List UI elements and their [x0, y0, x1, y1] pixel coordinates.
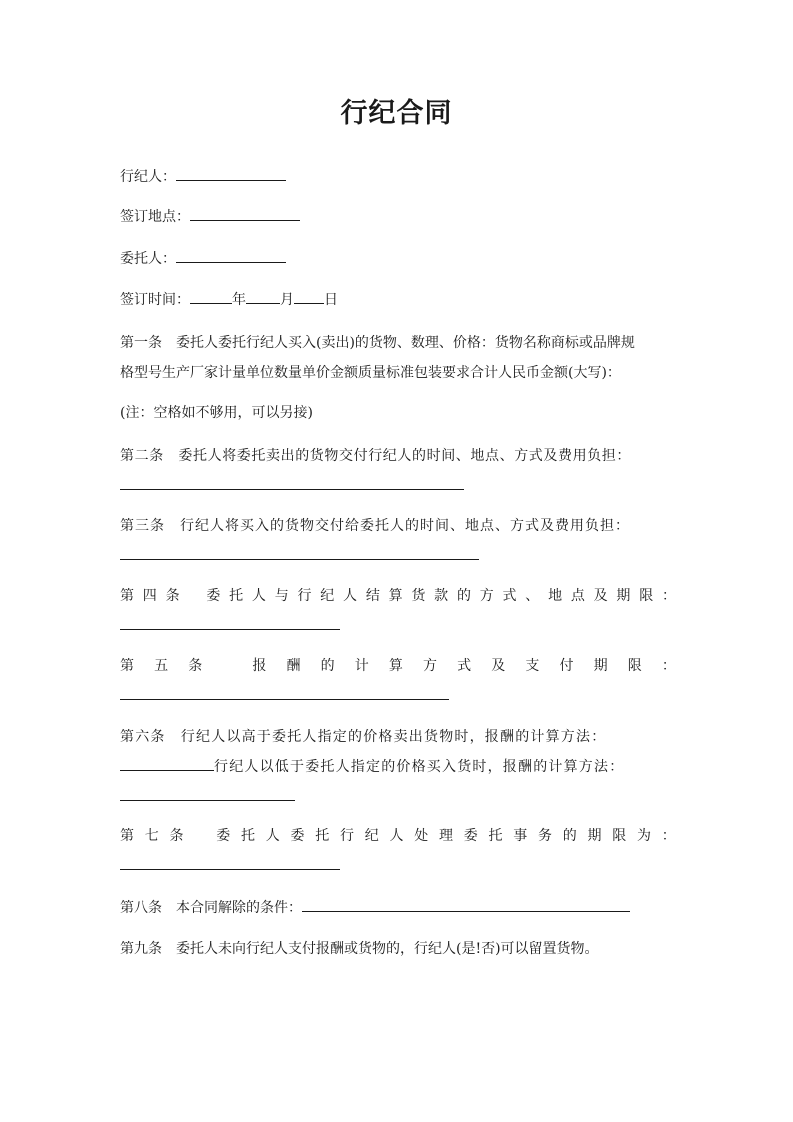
- a7-char: 托: [488, 828, 503, 844]
- article-7-blank: [120, 869, 340, 870]
- article-1-line-2: 格型号生产厂家计量单位数量单价金额质量标准包装要求合计人民币金额(大写)：: [120, 365, 621, 381]
- a5-char: 的: [320, 658, 335, 674]
- a7-char: 限: [612, 828, 627, 844]
- a5-char: 及: [491, 658, 506, 674]
- a7-char: 七: [144, 828, 159, 844]
- article-5: [120, 656, 676, 676]
- article-6-line-2: [120, 757, 676, 777]
- a4-char: 与: [274, 588, 289, 604]
- article-4: [120, 586, 676, 606]
- month-label: 月: [280, 292, 294, 308]
- a4-char: 托: [229, 588, 244, 604]
- year-blank: [190, 290, 232, 304]
- a7-char: 处: [414, 828, 429, 844]
- agent-field: [120, 167, 676, 187]
- a4-char: 结: [365, 588, 380, 604]
- article-8: [120, 898, 676, 918]
- a5-char: 方: [423, 658, 437, 674]
- a5-char: 限: [627, 658, 642, 674]
- article-2-blank: [120, 489, 464, 490]
- article-3-blank: [120, 559, 479, 560]
- a4-char: 行: [297, 588, 312, 604]
- article-2: 第二条 委托人将委托卖出的货物交付行纪人的时间、地点、方式及费用负担：: [120, 448, 631, 464]
- a4-char: 点: [570, 588, 585, 604]
- article-6-line-1: 第六条 行纪人以高于委托人指定的价格卖出货物时，报酬的计算方法：: [120, 729, 607, 745]
- a7-char: 理: [439, 828, 453, 844]
- a4-char: 地: [548, 588, 563, 604]
- a7-char: 委: [216, 828, 231, 844]
- a4-char: 及: [593, 588, 608, 604]
- a7-char: 为: [637, 828, 651, 844]
- sign-place-blank: [190, 207, 300, 221]
- a7-char: 期: [587, 828, 602, 844]
- a4-char: 算: [388, 588, 403, 604]
- a5-char: 条: [188, 658, 203, 674]
- a5-char: 付: [559, 658, 574, 674]
- month-blank: [246, 290, 280, 304]
- article-8-blank: [302, 898, 630, 912]
- a7-char: 的: [562, 828, 577, 844]
- a4-char: 式: [502, 588, 517, 604]
- article-9: 第九条 委托人未向行纪人支付报酬或货物的，行纪人(是!否)可以留置货物。: [120, 941, 599, 957]
- sign-place-label: 签订地点：: [120, 209, 190, 225]
- a7-char: 行: [340, 828, 354, 844]
- a5-char: ：: [661, 658, 676, 674]
- a4-char: 委: [206, 588, 221, 604]
- a4-char: 纪: [320, 588, 335, 604]
- a5-char: 期: [593, 658, 608, 674]
- sign-place-field: [120, 207, 676, 227]
- a4-char: 货: [411, 588, 426, 604]
- note-text: (注：空格如不够用，可以另接): [120, 405, 313, 421]
- sign-time-field: [120, 290, 676, 310]
- article-1-line-1: 第一条 委托人委托行纪人买入(卖出)的货物、数理、价格：货物名称商标或品牌规: [120, 335, 635, 351]
- a7-char: 委: [290, 828, 305, 844]
- a4-char: 第: [120, 588, 134, 604]
- a5-char: 第: [120, 658, 134, 674]
- a4-char: 期: [616, 588, 631, 604]
- article-7: [120, 826, 676, 846]
- a7-char: 纪: [364, 828, 379, 844]
- article-6-blank-2: [120, 800, 295, 801]
- a7-char: 托: [315, 828, 330, 844]
- a4-char: 的: [456, 588, 471, 604]
- a7-char: 事: [513, 828, 528, 844]
- a7-char: 人: [265, 828, 280, 844]
- a5-char: 五: [154, 658, 169, 674]
- article-5-blank: [120, 699, 449, 700]
- a4-char: 、: [525, 588, 540, 604]
- a4-char: 人: [251, 588, 266, 604]
- a4-char: ：: [661, 588, 676, 604]
- agent-label: 行纪人：: [120, 169, 176, 185]
- a4-char: 条: [165, 588, 180, 604]
- a4-char: 四: [142, 588, 157, 604]
- a4-char: 人: [343, 588, 358, 604]
- principal-blank: [176, 249, 286, 263]
- sign-time-label: 签订时间：: [120, 292, 190, 308]
- article-6-text-2: 行纪人以低于委托人指定的价格买入货时，报酬的计算方法：: [214, 759, 625, 775]
- a4-char: 限: [639, 588, 654, 604]
- day-blank: [294, 290, 324, 304]
- a5-char: 支: [525, 658, 540, 674]
- a4-char: 款: [434, 588, 449, 604]
- principal-field: [120, 249, 676, 269]
- a7-char: 人: [389, 828, 404, 844]
- a7-char: 托: [241, 828, 255, 844]
- a5-char: 酬: [286, 658, 301, 674]
- agent-blank: [176, 167, 286, 181]
- a7-char: 条: [169, 828, 184, 844]
- a7-char: ：: [661, 828, 676, 844]
- page-title: 行纪合同: [340, 98, 453, 129]
- year-label: 年: [232, 292, 246, 308]
- a5-char: 算: [388, 658, 403, 674]
- a7-char: 务: [538, 828, 552, 844]
- a5-char: 计: [354, 658, 369, 674]
- a4-char: 方: [479, 588, 494, 604]
- day-label: 日: [324, 292, 338, 308]
- a7-char: 委: [463, 828, 478, 844]
- a5-char: 报: [252, 658, 267, 674]
- article-4-blank: [120, 629, 340, 630]
- principal-label: 委托人：: [120, 251, 176, 267]
- article-6-blank-1: [120, 757, 214, 771]
- article-3: 第三条 行纪人将买入的货物交付给委托人的时间、地点、方式及费用负担：: [120, 518, 630, 534]
- a7-char: 第: [120, 828, 134, 844]
- article-8-text: 第八条 本合同解除的条件：: [120, 900, 302, 916]
- a5-char: 式: [457, 658, 472, 674]
